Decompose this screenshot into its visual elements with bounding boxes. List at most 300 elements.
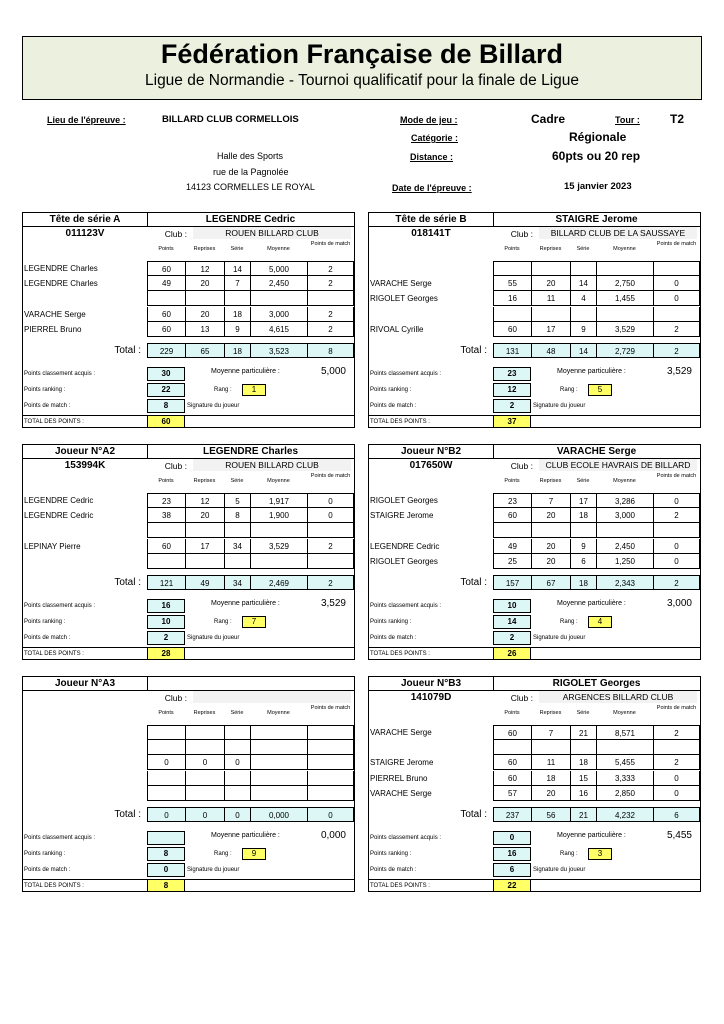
ranking-label: Points ranking :: [370, 387, 412, 393]
total-cell: 2,729: [596, 343, 653, 358]
match-cell: 0: [653, 786, 700, 801]
match-cell: [224, 725, 250, 740]
match-cell: [147, 291, 185, 306]
column-header: Reprises: [539, 710, 562, 716]
seed-label: Joueur N°B3: [369, 677, 494, 691]
match-cell: 60: [147, 307, 185, 322]
page-header: [22, 36, 702, 100]
match-cell: 23: [147, 493, 185, 508]
licence-number: 153994K: [64, 460, 106, 471]
match-cell: [307, 755, 354, 770]
rang-label: Rang :: [560, 387, 578, 393]
match-row: [369, 291, 700, 306]
seed-label: Joueur N°B2: [369, 445, 494, 459]
total-cell: 14: [570, 343, 596, 358]
opponent-name: LEGENDRE Cedric: [24, 496, 94, 505]
match-cell: 20: [531, 276, 570, 291]
column-header: Points: [504, 710, 520, 716]
ranking-label: Points ranking :: [24, 619, 66, 625]
match-cell: 3,286: [596, 493, 653, 508]
match-row: [23, 539, 354, 554]
column-header: Points: [504, 246, 520, 252]
match-cell: [250, 523, 307, 538]
total-cell: 48: [531, 343, 570, 358]
match-cell: 49: [493, 539, 531, 554]
ranking-value: 16: [493, 847, 531, 861]
rang-value: 3: [588, 848, 612, 860]
total-points-value: 26: [493, 647, 531, 660]
match-cell: 18: [224, 307, 250, 322]
match-cell: 2: [307, 276, 354, 291]
match-cell: 17: [531, 322, 570, 337]
match-cell: 49: [147, 276, 185, 291]
mode-value: Cadre: [531, 112, 566, 126]
match-cell: [653, 523, 700, 538]
panel-header: [369, 213, 700, 241]
distance-label: Distance :: [410, 152, 454, 162]
total-label: Total :: [460, 577, 487, 588]
moyenne-particuliere-label: Moyenne particulière :: [211, 832, 280, 839]
match-cell: [307, 554, 354, 569]
total-label: Total :: [460, 345, 487, 356]
match-cell: [147, 786, 185, 801]
match-row: [23, 523, 354, 538]
match-cell: 7: [531, 725, 570, 740]
match-row: [23, 771, 354, 786]
match-cell: 7: [531, 493, 570, 508]
total-cell: 157: [493, 575, 531, 590]
match-row: [23, 493, 354, 508]
opponent-name: VARACHE Serge: [370, 279, 432, 288]
match-cell: 11: [531, 291, 570, 306]
total-cell: 2: [653, 575, 700, 590]
match-cell: 2: [653, 755, 700, 770]
column-header: Points: [158, 710, 174, 716]
match-cell: 60: [493, 755, 531, 770]
opponent-name: LEGENDRE Charles: [24, 264, 98, 273]
match-cell: [493, 307, 531, 322]
match-row: [369, 307, 700, 322]
match-cell: 60: [147, 539, 185, 554]
match-cell: [596, 307, 653, 322]
match-cell: [493, 523, 531, 538]
match-cell: 14: [570, 276, 596, 291]
match-cell: [224, 740, 250, 755]
match-cell: [653, 307, 700, 322]
classement-value: 23: [493, 367, 531, 381]
moyenne-particuliere-value: 5,455: [666, 830, 692, 841]
player-name: [147, 677, 354, 690]
match-row: [369, 771, 700, 786]
opponent-name: LEGENDRE Cedric: [370, 542, 440, 551]
ranking-value: 8: [147, 847, 185, 861]
match-cell: [307, 740, 354, 755]
match-cell: [596, 261, 653, 276]
rang-label: Rang :: [214, 851, 232, 857]
rang-value: 1: [242, 384, 266, 396]
match-cell: [493, 740, 531, 755]
match-cell: 12: [185, 493, 224, 508]
match-cell: [250, 725, 307, 740]
match-row: [23, 725, 354, 740]
column-header: Moyenne: [613, 710, 636, 716]
match-row: [369, 539, 700, 554]
total-cell: 6: [653, 807, 700, 822]
total-cell: 56: [531, 807, 570, 822]
rang-value: 7: [242, 616, 266, 628]
licence-number: [23, 691, 147, 704]
match-cell: [307, 771, 354, 786]
total-cell: 34: [224, 575, 250, 590]
classement-value: 30: [147, 367, 185, 381]
match-row: [369, 493, 700, 508]
column-header: Série: [576, 478, 590, 484]
match-cell: 2: [653, 725, 700, 740]
match-cell: [307, 786, 354, 801]
match-cell: 57: [493, 786, 531, 801]
club-label: Club :: [164, 461, 187, 471]
panel-header: [23, 445, 354, 473]
panel-header: [23, 213, 354, 241]
header-divider: [23, 458, 354, 459]
match-cell: [570, 523, 596, 538]
moyenne-particuliere-value: 0,000: [320, 830, 346, 841]
signature-label: Signature du joueur: [187, 867, 240, 873]
address-line-2: rue de la Pagnolée: [213, 167, 289, 177]
total-cell: 2: [653, 343, 700, 358]
match-cell: 0: [653, 291, 700, 306]
match-cell: 60: [493, 322, 531, 337]
lieu-value: BILLARD CLUB CORMELLOIS: [162, 114, 299, 125]
match-cell: [570, 307, 596, 322]
match-cell: 20: [531, 508, 570, 523]
match-cell: 17: [185, 539, 224, 554]
total-cell: 3,523: [250, 343, 307, 358]
match-cell: [307, 523, 354, 538]
match-cell: 9: [570, 539, 596, 554]
total-cell: 67: [531, 575, 570, 590]
match-cell: [185, 554, 224, 569]
column-header: Moyenne: [267, 710, 290, 716]
classement-value: 16: [147, 599, 185, 613]
opponent-name: VARACHE Serge: [370, 789, 432, 798]
signature-label: Signature du joueur: [533, 635, 586, 641]
club-label: Club :: [510, 693, 533, 703]
match-cell: 60: [493, 725, 531, 740]
page-title: Fédération Française de Billard: [160, 39, 564, 69]
match-cell: [596, 523, 653, 538]
match-cell: 20: [531, 539, 570, 554]
rang-label: Rang :: [560, 619, 578, 625]
player-name: VARACHE Serge: [556, 446, 637, 457]
ranking-label: Points ranking :: [370, 851, 412, 857]
match-cell: 18: [531, 771, 570, 786]
ranking-label: Points ranking :: [24, 387, 66, 393]
total-cell: 65: [185, 343, 224, 358]
match-cell: 0: [653, 493, 700, 508]
match-cell: [250, 291, 307, 306]
classement-value: 10: [493, 599, 531, 613]
panel-header: [369, 445, 700, 473]
classement-label: Points classement acquis :: [370, 371, 442, 377]
match-cell: 3,000: [250, 307, 307, 322]
column-header: Points: [158, 246, 174, 252]
header-divider: [23, 690, 354, 691]
column-header: Série: [576, 246, 590, 252]
signature-label: Signature du joueur: [533, 867, 586, 873]
opponent-name: RIGOLET Georges: [370, 496, 438, 505]
column-header: Points: [158, 478, 174, 484]
match-cell: 2: [653, 322, 700, 337]
player-name: LEGENDRE Cedric: [205, 214, 296, 225]
column-header: Points de match: [310, 241, 351, 247]
match-points-value: 2: [493, 631, 531, 645]
match-cell: 14: [224, 261, 250, 276]
column-header: Reprises: [193, 478, 216, 484]
match-cell: 2,750: [596, 276, 653, 291]
match-cell: 0: [653, 771, 700, 786]
match-cell: [307, 291, 354, 306]
seed-label: Joueur N°A2: [23, 445, 148, 459]
match-cell: 17: [570, 493, 596, 508]
match-cell: 55: [493, 276, 531, 291]
match-cell: 8: [224, 508, 250, 523]
moyenne-particuliere-value: 5,000: [320, 366, 346, 377]
total-cell: 49: [185, 575, 224, 590]
club-label: Club :: [164, 229, 187, 239]
club-label: Club :: [164, 693, 187, 703]
opponent-name: LEGENDRE Charles: [24, 279, 98, 288]
opponent-name: PIERREL Bruno: [370, 774, 428, 783]
total-label: Total :: [460, 809, 487, 820]
match-cell: [147, 725, 185, 740]
match-row: [23, 307, 354, 322]
column-header: Points de match: [310, 473, 351, 479]
column-header: Série: [230, 710, 244, 716]
match-cell: [250, 771, 307, 786]
match-cell: 60: [493, 508, 531, 523]
match-cell: 0: [224, 755, 250, 770]
total-cell: 2,343: [596, 575, 653, 590]
ranking-value: 12: [493, 383, 531, 397]
player-panel: [368, 676, 701, 892]
column-header: Série: [230, 478, 244, 484]
club-name: BILLARD CLUB DE LA SAUSSAYE: [539, 227, 697, 239]
match-cell: 38: [147, 508, 185, 523]
tour-label: Tour :: [615, 115, 640, 125]
match-cell: [531, 307, 570, 322]
total-cell: 4,232: [596, 807, 653, 822]
opponent-name: LEPINAY Pierre: [24, 542, 81, 551]
match-cell: 21: [570, 725, 596, 740]
panel-header: [369, 677, 700, 705]
match-cell: 0: [185, 755, 224, 770]
total-points-value: 22: [493, 879, 531, 892]
match-cell: [250, 740, 307, 755]
match-cell: 0: [307, 508, 354, 523]
classement-label: Points classement acquis :: [24, 371, 96, 377]
address-line-1: Halle des Sports: [217, 151, 284, 161]
column-header: Série: [230, 246, 244, 252]
total-row: [23, 807, 354, 822]
match-cell: [596, 740, 653, 755]
match-cell: [224, 786, 250, 801]
player-name: RIGOLET Georges: [552, 678, 641, 689]
match-cell: 0: [307, 493, 354, 508]
match-cell: 6: [570, 554, 596, 569]
player-name: STAIGRE Jerome: [555, 214, 638, 225]
match-cell: [224, 291, 250, 306]
ranking-value: 14: [493, 615, 531, 629]
ranking-label: Points ranking :: [24, 851, 66, 857]
opponent-name: RIGOLET Georges: [370, 557, 438, 566]
match-cell: 0: [653, 554, 700, 569]
total-cell: 2,469: [250, 575, 307, 590]
ranking-label: Points ranking :: [370, 619, 412, 625]
match-row: [23, 261, 354, 276]
ranking-value: 10: [147, 615, 185, 629]
rang-label: Rang :: [560, 851, 578, 857]
match-cell: 2: [307, 307, 354, 322]
match-row: [369, 276, 700, 291]
match-cell: 1,455: [596, 291, 653, 306]
total-points-label: TOTAL DES POINTS :: [370, 419, 430, 425]
match-points-value: 8: [147, 399, 185, 413]
column-header: Points de match: [656, 705, 697, 711]
match-cell: 60: [493, 771, 531, 786]
match-row: [369, 261, 700, 276]
match-cell: 2: [307, 261, 354, 276]
categorie-value: Régionale: [569, 130, 627, 144]
moyenne-particuliere-label: Moyenne particulière :: [211, 368, 280, 375]
total-cell: 0: [147, 807, 185, 822]
total-cell: 18: [570, 575, 596, 590]
column-header: Points: [504, 478, 520, 484]
total-points-label: TOTAL DES POINTS :: [370, 651, 430, 657]
match-cell: 23: [493, 493, 531, 508]
match-cell: 7: [224, 276, 250, 291]
date-value: 15 janvier 2023: [564, 181, 632, 192]
match-cell: [147, 523, 185, 538]
seed-label: Tête de série B: [369, 213, 494, 227]
column-header: Points de match: [310, 705, 351, 711]
match-cell: 5: [224, 493, 250, 508]
total-cell: 2: [307, 575, 354, 590]
match-cell: 3,333: [596, 771, 653, 786]
column-header: Points de match: [656, 473, 697, 479]
opponent-name: STAIGRE Jerome: [370, 511, 434, 520]
match-cell: 3,529: [250, 539, 307, 554]
licence-number: 141079D: [410, 692, 452, 703]
classement-label: Points classement acquis :: [370, 835, 442, 841]
match-row: [369, 740, 700, 755]
match-cell: [250, 554, 307, 569]
match-cell: [224, 554, 250, 569]
match-cell: 9: [224, 322, 250, 337]
total-cell: 0: [224, 807, 250, 822]
tour-value: T2: [670, 112, 685, 126]
classement-label: Points classement acquis :: [24, 603, 96, 609]
total-label: Total :: [114, 345, 141, 356]
licence-number: 018141T: [411, 228, 451, 239]
match-points-label: Points de match :: [24, 635, 71, 641]
rang-label: Rang :: [214, 387, 232, 393]
rang-value: 5: [588, 384, 612, 396]
match-points-label: Points de match :: [24, 867, 71, 873]
match-cell: 16: [570, 786, 596, 801]
match-row: [369, 508, 700, 523]
mode-label: Mode de jeu :: [400, 115, 458, 125]
match-cell: [531, 740, 570, 755]
seed-label: Tête de série A: [23, 213, 148, 227]
match-row: [369, 554, 700, 569]
match-cell: 16: [493, 291, 531, 306]
match-row: [369, 755, 700, 770]
match-cell: [185, 740, 224, 755]
match-cell: [185, 291, 224, 306]
total-points-label: TOTAL DES POINTS :: [24, 651, 84, 657]
column-header: Reprises: [539, 478, 562, 484]
match-points-value: 0: [147, 863, 185, 877]
club-label: Club :: [510, 229, 533, 239]
match-cell: [570, 740, 596, 755]
match-cell: 1,250: [596, 554, 653, 569]
classement-value: 0: [493, 831, 531, 845]
match-cell: 18: [570, 755, 596, 770]
match-cell: 20: [531, 786, 570, 801]
column-header: Reprises: [193, 710, 216, 716]
rang-value: 4: [588, 616, 612, 628]
match-row: [23, 554, 354, 569]
player-panel: [368, 212, 701, 428]
total-cell: 0: [185, 807, 224, 822]
total-points-value: 28: [147, 647, 185, 660]
match-cell: 25: [493, 554, 531, 569]
match-points-value: 2: [493, 399, 531, 413]
total-cell: 131: [493, 343, 531, 358]
rang-value: 9: [242, 848, 266, 860]
match-row: [369, 786, 700, 801]
club-name: ARGENCES BILLARD CLUB: [539, 691, 697, 703]
match-cell: 2: [307, 539, 354, 554]
club-name: ROUEN BILLARD CLUB: [193, 227, 351, 239]
column-header: Moyenne: [613, 478, 636, 484]
rang-label: Rang :: [214, 619, 232, 625]
match-cell: [250, 755, 307, 770]
total-points-value: 60: [147, 415, 185, 428]
match-cell: 8,571: [596, 725, 653, 740]
club-name: CLUB ECOLE HAVRAIS DE BILLARD: [539, 459, 697, 471]
total-row: [369, 575, 700, 590]
total-cell: 229: [147, 343, 185, 358]
total-points-value: 37: [493, 415, 531, 428]
match-cell: 4,615: [250, 322, 307, 337]
match-cell: 20: [531, 554, 570, 569]
match-row: [23, 276, 354, 291]
match-cell: 13: [185, 322, 224, 337]
match-row: [23, 508, 354, 523]
player-panel: [22, 212, 355, 428]
moyenne-particuliere-label: Moyenne particulière :: [557, 832, 626, 839]
match-cell: 9: [570, 322, 596, 337]
total-row: [23, 343, 354, 358]
match-row: [23, 740, 354, 755]
signature-label: Signature du joueur: [187, 403, 240, 409]
match-cell: 3,000: [596, 508, 653, 523]
match-cell: 20: [185, 508, 224, 523]
match-cell: [250, 786, 307, 801]
total-cell: 8: [307, 343, 354, 358]
